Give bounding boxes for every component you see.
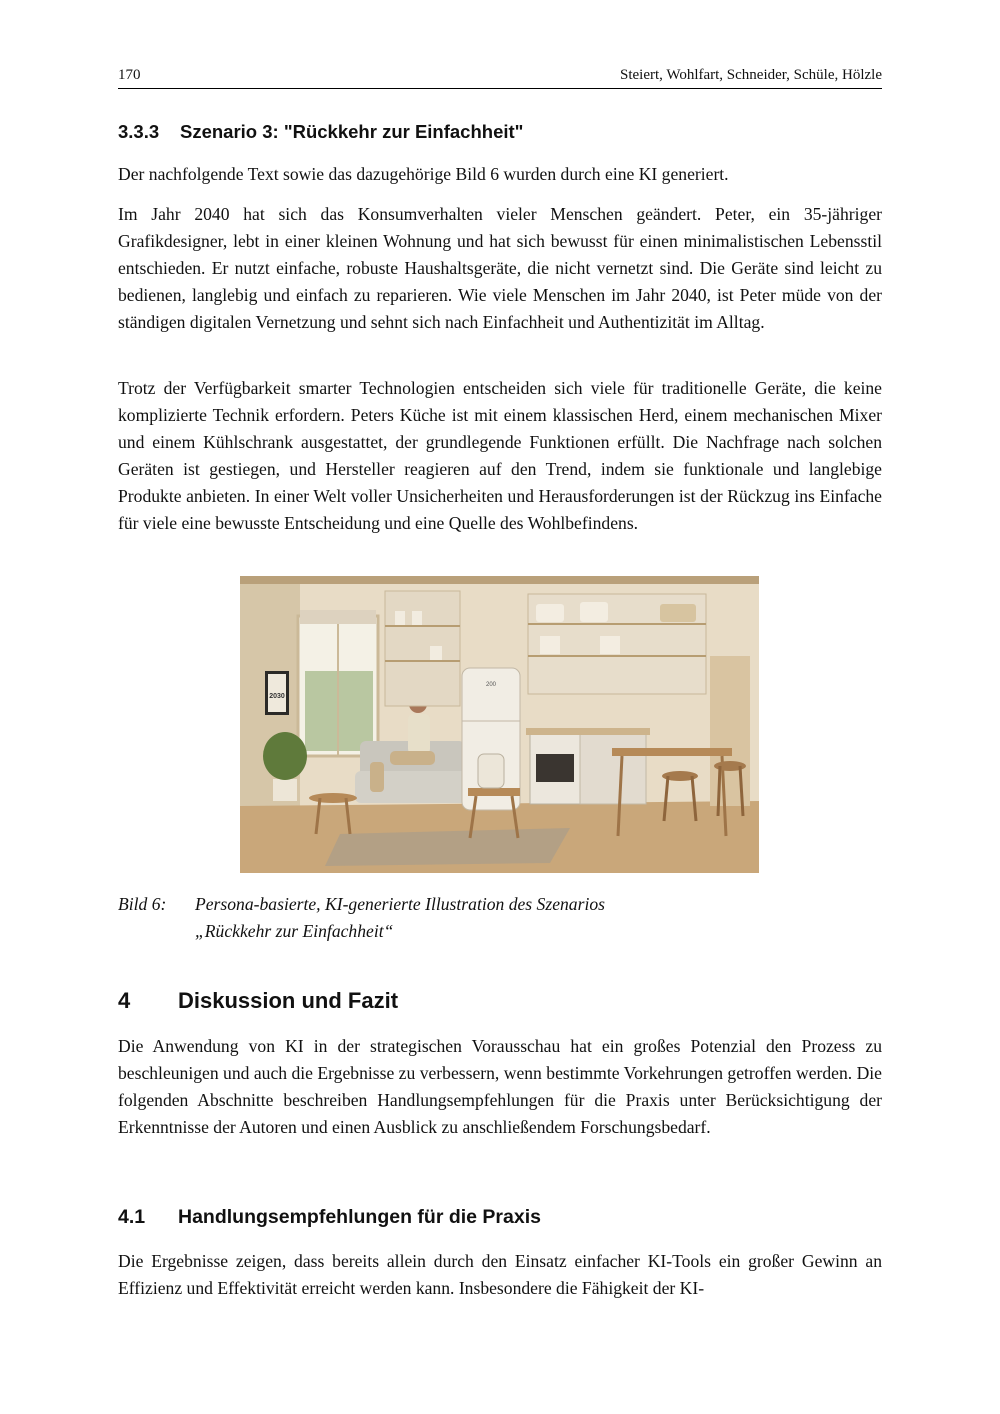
person-legs [390, 751, 435, 765]
lower-cabinets [580, 734, 646, 804]
running-header [118, 64, 882, 89]
section-title: Handlungsempfehlungen für die Praxis [178, 1206, 541, 1228]
jar [412, 611, 422, 625]
countertop [526, 728, 650, 735]
paragraph: Die Ergebnisse zeigen, dass bereits allein durch den Einsatz einfacher KI-Tools ein großer Gewinn an Effizienz und Effektivität erreicht werden kann. Insbesondere die Fähigkeit der KI- [118, 1251, 882, 1298]
jar [395, 611, 405, 625]
paragraph: Die Anwendung von KI in der strategischen Vorausschau hat ein großes Potenzial den Prozess zu beschleunigen und auch die Ergebnisse zu verbessern, wenn bestimmte Vorkehrungen getroffen werden. Die folgenden Abschnitte beschreiben Handlungsempfehlungen für die Praxis unter Berücksichtigung der Erkenntnisse der Autoren und einen Ausblick zu anschließendem Forschungsbedarf. [118, 1036, 882, 1137]
page-number: 170 [118, 67, 141, 83]
person-torso [408, 714, 430, 754]
wall-sign-text: 2030 [269, 693, 285, 700]
section-number: 4.1 [118, 1206, 146, 1228]
person-lower-leg [370, 762, 384, 792]
chair-leg [718, 766, 720, 816]
paragraph: Der nachfolgende Text sowie das dazugehörige Bild 6 wurden durch eine KI generiert. [118, 164, 729, 184]
section-number: 4 [118, 988, 131, 1013]
caption-line-2: „Rückkehr zur Einfachheit“ [195, 921, 394, 941]
bowl [580, 602, 608, 622]
header-authors: Steiert, Wohlfart, Schneider, Schüle, Hölzle [619, 67, 882, 83]
section-heading-3-3-3 [118, 121, 523, 143]
oven-window [536, 754, 574, 782]
caption-line-1: Persona-basierte, KI-generierte Illustration des Szenarios [195, 894, 605, 914]
caption-label: Bild 6: [118, 894, 167, 914]
section-number: 3.3.3 [118, 121, 160, 142]
section-title: Diskussion und Fazit [178, 988, 399, 1013]
section-heading-4 [118, 988, 398, 1014]
side-table [309, 793, 357, 803]
plant-leaves [263, 732, 307, 780]
basket [660, 604, 696, 622]
section-heading-4-1 [118, 1206, 541, 1229]
plant-pot [273, 779, 297, 801]
window-blind [300, 610, 376, 624]
stool-top [468, 788, 520, 796]
paragraph: Im Jahr 2040 hat sich das Konsumverhalten vieler Menschen geändert. Peter, ein 35-jähriger Grafikdesigner, lebt in einer kleinen Wohnung und hat sich bewusst für einen minimalistischen Lebensstil entschieden. Er nutzt einfache, robuste Haushaltsgeräte, die nicht vernetzt sind. Die Geräte sind leicht zu bedienen, langlebig und einfach zu reparieren. Wie viele Menschen im Jahr 2040, ist Peter müde von der ständigen digitalen Vernetzung und sehnt sich nach Einfachheit und Authentizität im Alltag. [118, 204, 882, 332]
bowl [536, 604, 564, 622]
ceiling [240, 576, 759, 584]
paragraph: Trotz der Verfügbarkeit smarter Technologien entscheiden sich viele für traditionelle Geräte, die keine komplizierte Technik erfordern. Peters Küche ist mit einem klassischen Herd, einem mechanischen Mixer und einem Kühlschrank ausgestattet, der grundlegende Funktionen erfüllt. Die Nachfrage nach solchen Geräten ist gestiegen, und Hersteller reagieren auf den Trend, indem sie funktionale und langlebige Produkte anbieten. In einer Welt voller Unsicherheiten und Herausforderungen ist der Rückzug ins Einfache für viele eine bewusste Entscheidung und eine Quelle des Wohlbefindens. [118, 378, 882, 533]
kitchen-illustration [240, 576, 759, 873]
stand-mixer [478, 754, 504, 788]
dining-table [612, 748, 732, 756]
figure-illustration [240, 576, 759, 873]
jar [600, 636, 620, 654]
wood-slats [710, 656, 750, 806]
open-shelf [385, 591, 460, 706]
fridge-label: 200 [485, 682, 497, 688]
rug [325, 828, 570, 866]
jar [540, 636, 560, 654]
section-title: Szenario 3: "Rückkehr zur Einfachheit" [180, 121, 524, 142]
jar [430, 646, 442, 660]
